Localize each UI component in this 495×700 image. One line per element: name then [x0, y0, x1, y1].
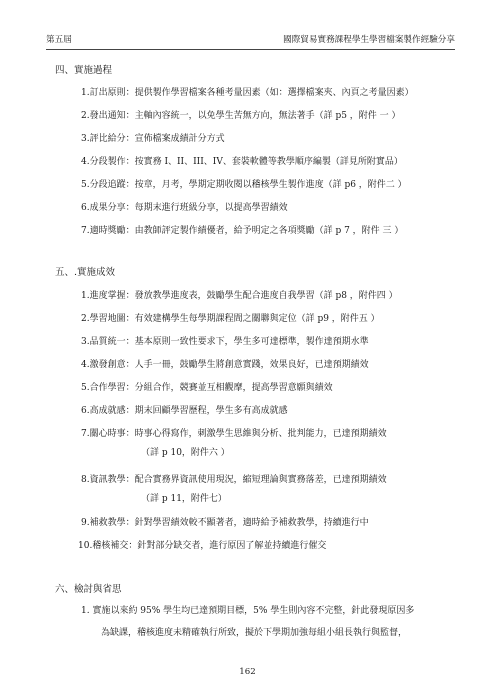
list-item: 1. 實施以來約 95% 學生均已達預期目標，5% 學生則內容不完整，針此發現原因多: [81, 606, 415, 616]
list-item: 2.發出通知：主軸內容統一，以免學生苦無方向，無法著手（詳 p5 ，附件 一 ）: [81, 111, 401, 121]
list-item-continuation: （詳 p 10，附件六 ）: [141, 448, 230, 458]
list-item: 7.適時獎勵：由教師評定製作績優者，給予明定之各項獎勵（詳 p 7 ，附件 三 ）: [81, 226, 404, 236]
list-item: 3.評比給分：宣佈檔案成績計分方式: [81, 134, 225, 144]
list-item: 8.資訊教學：配合實務界資訊使用現況，縮短理論與實務落差，已達預期績效: [81, 475, 387, 485]
page-number: 162: [239, 667, 256, 677]
section-title-review: 六、檢討與省思: [55, 584, 122, 595]
list-item: 5.合作學習：分組合作，競賽並互相觀摩，提高學習意願與績效: [81, 383, 333, 393]
page-header: [46, 33, 455, 50]
header-title: 國際貿易實務課程學生學習檔案製作經驗分享: [283, 35, 455, 45]
section-title-process: 四、實施過程: [55, 65, 113, 76]
list-item-continuation: （詳 p 11，附件七）: [141, 494, 227, 504]
header-edition: 第五屆: [46, 35, 72, 45]
list-item: 1.訂出原則：提供製作學習檔案各種考量因素（如：選擇檔案夾、內頁之考量因素）: [81, 88, 414, 98]
list-item: 4.分段製作：按實務 I、II、III、IV、套裝軟體等教學順序編製（詳見所附實品）: [81, 157, 403, 167]
list-item: 5.分段追蹤：按章，月考，學期定期收閱以稽核學生製作進度（詳 p6 ，附件二 ）: [81, 180, 407, 190]
list-item: 1.進度掌握：發放教學進度表，鼓勵學生配合進度自我學習（詳 p8 ，附件四 ）: [81, 291, 398, 301]
list-item: 6.高成就感：期末回顧學習歷程，學生多有高成就感: [81, 406, 288, 416]
list-item: 2.學習地圖：有效建構學生每學期課程間之關聯與定位（詳 p9 ，附件五 ）: [81, 314, 380, 324]
section-title-results: 五、.實施成效: [55, 267, 116, 278]
list-item: 6.成果分享：每期末進行班級分享，以提高學習績效: [81, 203, 288, 213]
list-item: 7.關心時事：時事心得寫作，刺激學生思維與分析、批判能力，已達預期績效: [81, 429, 387, 439]
list-item: 4.激發創意：人手一冊，鼓勵學生將創意實踐，效果良好，已達預期績效: [81, 360, 369, 370]
list-item: 3.品質統一：基本原則一致性要求下，學生多可達標準，製作達預期水準: [81, 337, 369, 347]
list-item: 9.補救教學：針對學習績效較不顯著者，適時給予補救教學，持續進行中: [81, 518, 369, 528]
list-item: 10.稽核補交：針對部分缺交者，進行原因了解並持續進行催交: [78, 541, 327, 551]
list-item-continuation: 為缺課，稽核進度未精確執行所致，擬於下學期加強每組小組長執行與監督，: [101, 628, 408, 638]
